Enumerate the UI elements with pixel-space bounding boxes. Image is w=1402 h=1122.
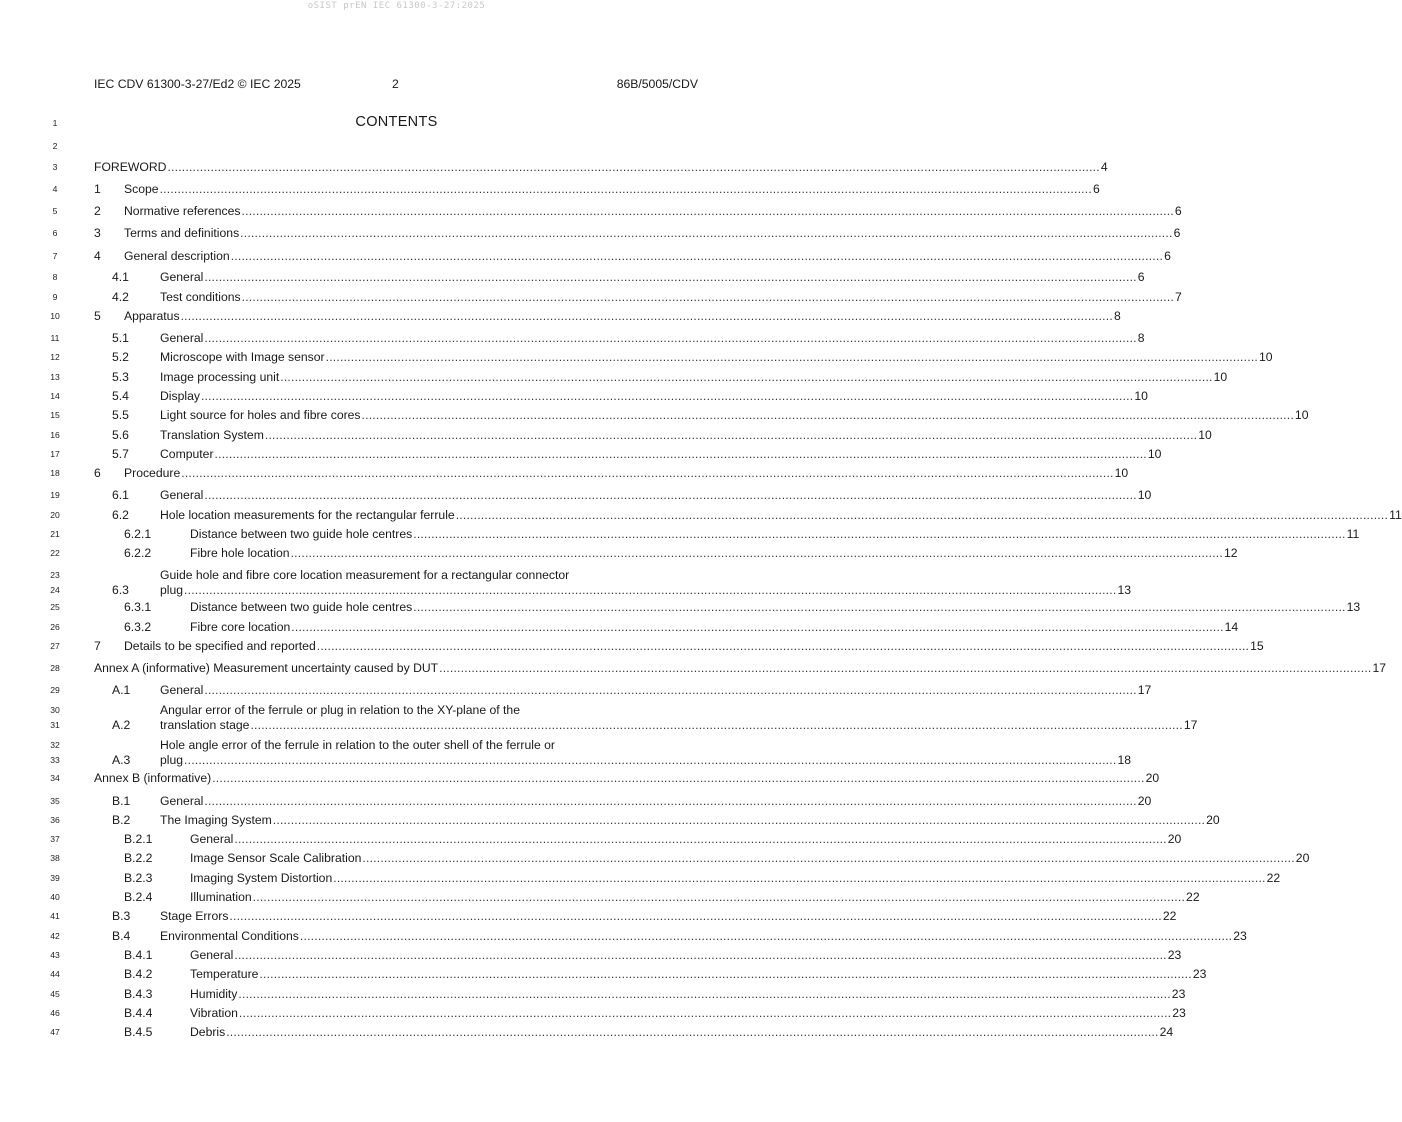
toc-dot-leader: .................................................................................................................................................................................................................................................................... bbox=[229, 909, 1162, 923]
toc-entry-number: 6.3 bbox=[112, 583, 129, 597]
line-number: 22 bbox=[50, 548, 60, 558]
toc-entry-title: translation stage bbox=[160, 718, 250, 732]
toc-entry[interactable] bbox=[94, 619, 1239, 635]
toc-entry[interactable] bbox=[94, 947, 1182, 963]
toc-dot-leader: .................................................................................................................................................................................................................................................................... bbox=[250, 718, 1183, 732]
toc-entry-page: 23 bbox=[1171, 987, 1186, 1001]
toc-entry-page: 10 bbox=[1294, 408, 1309, 422]
toc-entry-number: 4.2 bbox=[112, 290, 129, 304]
toc-entry-title: General bbox=[160, 794, 204, 808]
line-number: 24 bbox=[50, 585, 60, 595]
toc-entry-page: 13 bbox=[1346, 600, 1361, 614]
toc-entry-number: B.2.1 bbox=[124, 832, 153, 846]
toc-entry-number: 5.4 bbox=[112, 389, 129, 403]
toc-entry-title: Stage Errors bbox=[160, 909, 229, 923]
toc-entry-title: Imaging System Distortion bbox=[190, 871, 333, 885]
toc-entry-number: 2 bbox=[94, 204, 101, 218]
line-number: 38 bbox=[50, 853, 60, 863]
toc-dot-leader: .................................................................................................................................................................................................................................................................... bbox=[159, 182, 1092, 196]
line-number: 8 bbox=[52, 272, 58, 282]
toc-entry-page: 10 bbox=[1213, 370, 1228, 384]
toc-entry-title: Debris bbox=[190, 1025, 226, 1039]
toc-entry-title: Scope bbox=[124, 182, 159, 196]
toc-dot-leader: .................................................................................................................................................................................................................................................................... bbox=[180, 309, 1113, 323]
toc-entry-number: 6.2.2 bbox=[124, 546, 152, 560]
toc-entry-page: 20 bbox=[1206, 813, 1220, 827]
toc-entry-title-line1: Angular error of the ferrule or plug in relation to the XY-plane of the bbox=[160, 703, 520, 717]
line-number: 29 bbox=[50, 685, 60, 695]
line-number: 28 bbox=[50, 663, 60, 673]
toc-entry-title: General bbox=[190, 832, 234, 846]
toc-dot-leader: .................................................................................................................................................................................................................................................................... bbox=[181, 466, 1114, 480]
line-number: 2 bbox=[52, 141, 58, 151]
header-document-id: IEC CDV 61300-3-27/Ed2 © IEC 2025 bbox=[94, 77, 301, 91]
line-number: 17 bbox=[50, 449, 60, 459]
toc-entry[interactable] bbox=[94, 889, 1200, 905]
line-number: 23 bbox=[50, 570, 60, 580]
line-number: 7 bbox=[52, 251, 58, 261]
toc-entry[interactable] bbox=[94, 407, 1309, 423]
toc-entry-number: B.4 bbox=[112, 929, 131, 943]
toc-entry[interactable] bbox=[94, 545, 1238, 561]
toc-entry-number: 4 bbox=[94, 249, 101, 263]
toc-entry-page: 20 bbox=[1167, 832, 1182, 846]
line-number: 16 bbox=[50, 430, 60, 440]
toc-dot-leader: .................................................................................................................................................................................................................................................................... bbox=[272, 813, 1206, 827]
toc-entry-number: 5.3 bbox=[112, 370, 129, 384]
toc-entry-title: Image processing unit bbox=[160, 370, 280, 384]
toc-entry[interactable] bbox=[94, 793, 1152, 809]
line-number: 35 bbox=[50, 796, 60, 806]
toc-entry[interactable] bbox=[94, 870, 1281, 886]
line-number: 42 bbox=[50, 931, 60, 941]
toc-entry-page: 17 bbox=[1137, 683, 1152, 697]
toc-entry[interactable] bbox=[94, 349, 1273, 365]
toc-dot-leader: .................................................................................................................................................................................................................................................................... bbox=[299, 929, 1233, 943]
toc-entry[interactable] bbox=[94, 1024, 1174, 1040]
toc-dot-leader: .................................................................................................................................................................................................................................................................... bbox=[413, 527, 1346, 541]
toc-dot-leader: .................................................................................................................................................................................................................................................................... bbox=[230, 249, 1164, 263]
line-number: 15 bbox=[50, 410, 60, 420]
toc-entry-page: 10 bbox=[1134, 389, 1148, 403]
toc-entry-page: 4 bbox=[1100, 160, 1108, 174]
toc-entry-number: B.4.3 bbox=[124, 987, 153, 1001]
toc-entry-page: 11 bbox=[1389, 508, 1402, 522]
toc-entry-page: 23 bbox=[1233, 929, 1247, 943]
toc-entry-page: 6 bbox=[1092, 182, 1100, 196]
line-number: 6 bbox=[52, 228, 58, 238]
line-number: 31 bbox=[50, 720, 60, 730]
toc-entry-page: 12 bbox=[1223, 546, 1238, 560]
toc-entry-title: General bbox=[160, 683, 204, 697]
toc-dot-leader: .................................................................................................................................................................................................................................................................... bbox=[204, 794, 1137, 808]
toc-entry-number: A.2 bbox=[112, 718, 131, 732]
watermark: oSIST prEN IEC 61300-3-27:2025 bbox=[307, 1, 486, 11]
toc-entry-number: B.4.2 bbox=[124, 967, 153, 981]
toc-dot-leader: .................................................................................................................................................................................................................................................................... bbox=[291, 620, 1224, 634]
toc-entry[interactable] bbox=[94, 1005, 1186, 1021]
toc-entry-title: Computer bbox=[160, 447, 214, 461]
line-number: 1 bbox=[52, 118, 58, 128]
line-number: 41 bbox=[50, 911, 60, 921]
toc-entry-number: A.1 bbox=[112, 683, 131, 697]
toc-entry-number: 6.2.1 bbox=[124, 527, 152, 541]
toc-dot-leader: .................................................................................................................................................................................................................................................................... bbox=[238, 1006, 1172, 1020]
toc-entry-page: 15 bbox=[1250, 639, 1264, 653]
toc-entry-title: Apparatus bbox=[124, 309, 180, 323]
line-number: 3 bbox=[52, 162, 58, 172]
toc-entry-title: General bbox=[160, 331, 204, 345]
toc-entry-title: Distance between two guide hole centres bbox=[190, 527, 413, 541]
toc-entry-number: B.2 bbox=[112, 813, 131, 827]
toc-entry-title: FOREWORD bbox=[94, 160, 167, 174]
line-number: 25 bbox=[50, 602, 60, 612]
toc-entry-page: 6 bbox=[1173, 226, 1181, 240]
toc-entry-number: 3 bbox=[94, 226, 101, 240]
toc-entry-number: 7 bbox=[94, 639, 101, 653]
toc-dot-leader: .................................................................................................................................................................................................................................................................... bbox=[333, 871, 1266, 885]
line-number: 27 bbox=[50, 641, 60, 651]
toc-entry-title: General bbox=[190, 948, 234, 962]
toc-entry-title: plug bbox=[160, 583, 184, 597]
toc-entry-title: Image Sensor Scale Calibration bbox=[190, 851, 362, 865]
toc-entry-page: 10 bbox=[1137, 488, 1152, 502]
toc-dot-leader: .................................................................................................................................................................................................................................................................... bbox=[226, 1025, 1159, 1039]
toc-entry-title: General bbox=[160, 488, 204, 502]
header-page-number: 2 bbox=[392, 77, 399, 91]
toc-entry-number: 5.7 bbox=[112, 447, 129, 461]
toc-dot-leader: .................................................................................................................................................................................................................................................................... bbox=[413, 600, 1346, 614]
toc-entry-page: 10 bbox=[1259, 350, 1273, 364]
toc-entry-page: 6 bbox=[1164, 249, 1171, 263]
toc-entry[interactable] bbox=[94, 369, 1228, 385]
toc-entry[interactable] bbox=[94, 908, 1177, 924]
toc-entry-title: Annex B (informative) bbox=[94, 771, 212, 785]
toc-dot-leader: .................................................................................................................................................................................................................................................................... bbox=[325, 350, 1258, 364]
toc-dot-leader: .................................................................................................................................................................................................................................................................... bbox=[204, 270, 1137, 284]
line-number: 13 bbox=[50, 372, 60, 382]
toc-entry[interactable] bbox=[94, 986, 1186, 1002]
toc-dot-leader: .................................................................................................................................................................................................................................................................... bbox=[234, 948, 1167, 962]
toc-entry-number: 6.1 bbox=[112, 488, 129, 502]
line-number: 12 bbox=[50, 352, 60, 362]
toc-entry-number: 5 bbox=[94, 309, 101, 323]
toc-entry-page: 20 bbox=[1295, 851, 1310, 865]
toc-dot-leader: .................................................................................................................................................................................................................................................................... bbox=[280, 370, 1213, 384]
toc-entry-page: 11 bbox=[1346, 527, 1360, 541]
toc-dot-leader: .................................................................................................................................................................................................................................................................... bbox=[200, 389, 1134, 403]
contents-title: CONTENTS bbox=[355, 114, 438, 130]
toc-entry[interactable] bbox=[94, 738, 1131, 768]
toc-entry-page: 23 bbox=[1192, 967, 1207, 981]
toc-entry-title-line1: Guide hole and fibre core location measurement for a rectangular connector bbox=[160, 568, 570, 582]
toc-entry[interactable] bbox=[94, 225, 1181, 241]
line-number: 10 bbox=[50, 311, 60, 321]
toc-entry-page: 17 bbox=[1372, 661, 1387, 675]
line-number: 37 bbox=[50, 834, 60, 844]
toc-entry-title: Terms and definitions bbox=[124, 226, 240, 240]
toc-entry[interactable] bbox=[94, 248, 1171, 264]
toc-entry[interactable] bbox=[94, 928, 1247, 944]
toc-dot-leader: .................................................................................................................................................................................................................................................................... bbox=[362, 851, 1295, 865]
toc-entry[interactable] bbox=[94, 638, 1264, 654]
toc-entry[interactable] bbox=[94, 812, 1220, 828]
toc-entry-number: 5.5 bbox=[112, 408, 129, 422]
line-number: 21 bbox=[50, 529, 60, 539]
toc-entry[interactable] bbox=[94, 388, 1148, 404]
line-number: 26 bbox=[50, 622, 60, 632]
line-number: 46 bbox=[50, 1008, 60, 1018]
toc-entry-page: 6 bbox=[1174, 204, 1182, 218]
toc-entry-title: Environmental Conditions bbox=[160, 929, 299, 943]
toc-entry-title: Temperature bbox=[190, 967, 259, 981]
toc-entry-number: 5.6 bbox=[112, 428, 129, 442]
line-number: 43 bbox=[50, 950, 60, 960]
toc-entry-number: B.3 bbox=[112, 909, 131, 923]
toc-entry[interactable] bbox=[94, 330, 1145, 346]
toc-entry[interactable] bbox=[94, 770, 1160, 786]
line-number: 11 bbox=[50, 333, 60, 343]
line-number: 32 bbox=[50, 740, 60, 750]
toc-entry-page: 20 bbox=[1145, 771, 1160, 785]
toc-dot-leader: .................................................................................................................................................................................................................................................................... bbox=[439, 661, 1372, 675]
toc-entry-title: The Imaging System bbox=[160, 813, 272, 827]
toc-entry-number: 6.2 bbox=[112, 508, 129, 522]
toc-entry[interactable] bbox=[94, 465, 1129, 481]
toc-entry-title: Translation System bbox=[160, 428, 264, 442]
line-number: 44 bbox=[50, 969, 60, 979]
toc-dot-leader: .................................................................................................................................................................................................................................................................... bbox=[238, 987, 1171, 1001]
toc-entry-number: 4.1 bbox=[112, 270, 129, 284]
toc-entry-page: 6 bbox=[1137, 270, 1145, 284]
toc-dot-leader: .................................................................................................................................................................................................................................................................... bbox=[361, 408, 1294, 422]
toc-entry[interactable] bbox=[94, 660, 1387, 676]
line-number: 45 bbox=[50, 989, 60, 999]
toc-entry-number: 5.2 bbox=[112, 350, 129, 364]
toc-entry[interactable] bbox=[94, 181, 1100, 197]
toc-entry-title: Display bbox=[160, 389, 200, 403]
toc-entry-title: Normative references bbox=[124, 204, 241, 218]
toc-entry-number: 5.1 bbox=[112, 331, 129, 345]
header-reference: 86B/5005/CDV bbox=[616, 77, 698, 91]
toc-entry-title-line1: Hole angle error of the ferrule in relation to the outer shell of the ferrule or bbox=[160, 738, 555, 752]
line-number: 39 bbox=[50, 873, 60, 883]
line-number: 36 bbox=[50, 815, 60, 825]
toc-entry[interactable] bbox=[94, 526, 1360, 542]
toc-entry[interactable] bbox=[94, 159, 1108, 175]
toc-dot-leader: .................................................................................................................................................................................................................................................................... bbox=[316, 639, 1250, 653]
toc-entry-number: B.4.5 bbox=[124, 1025, 153, 1039]
toc-entry-title: Illumination bbox=[190, 890, 252, 904]
toc-entry-page: 10 bbox=[1198, 428, 1212, 442]
toc-entry-page: 22 bbox=[1162, 909, 1177, 923]
toc-dot-leader: .................................................................................................................................................................................................................................................................... bbox=[264, 428, 1198, 442]
toc-entry-number: A.3 bbox=[112, 753, 131, 767]
toc-entry-page: 17 bbox=[1183, 718, 1198, 732]
toc-entry-number: B.4.4 bbox=[124, 1006, 153, 1020]
toc-dot-leader: .................................................................................................................................................................................................................................................................... bbox=[290, 546, 1223, 560]
toc-entry-title: Fibre hole location bbox=[190, 546, 290, 560]
toc-entry-title: Light source for holes and fibre cores bbox=[160, 408, 361, 422]
toc-entry[interactable] bbox=[94, 568, 1131, 598]
line-number: 30 bbox=[50, 705, 60, 715]
toc-entry[interactable] bbox=[94, 703, 1198, 733]
toc-entry-page: 22 bbox=[1186, 890, 1200, 904]
toc-entry[interactable] bbox=[94, 599, 1361, 615]
toc-entry-page: 23 bbox=[1172, 1006, 1186, 1020]
toc-entry-page: 13 bbox=[1117, 583, 1131, 597]
line-number: 19 bbox=[50, 490, 60, 500]
toc-entry[interactable] bbox=[94, 507, 1402, 523]
toc-entry-title: General bbox=[160, 270, 204, 284]
toc-entry[interactable] bbox=[94, 427, 1212, 443]
line-number: 14 bbox=[50, 391, 60, 401]
toc-entry-number: B.2.4 bbox=[124, 890, 153, 904]
toc-entry[interactable] bbox=[94, 269, 1145, 285]
toc-entry-page: 22 bbox=[1266, 871, 1281, 885]
toc-entry-title: Annex A (informative) Measurement uncertainty caused by DUT bbox=[94, 661, 439, 675]
toc-entry[interactable] bbox=[94, 850, 1310, 866]
toc-dot-leader: .................................................................................................................................................................................................................................................................... bbox=[455, 508, 1389, 522]
toc-entry-title: Fibre core location bbox=[190, 620, 291, 634]
toc-dot-leader: .................................................................................................................................................................................................................................................................... bbox=[234, 832, 1167, 846]
line-number: 4 bbox=[52, 184, 58, 194]
toc-entry-title: Test conditions bbox=[160, 290, 241, 304]
toc-entry[interactable] bbox=[94, 966, 1207, 982]
toc-entry-number: B.4.1 bbox=[124, 948, 153, 962]
toc-dot-leader: .................................................................................................................................................................................................................................................................... bbox=[167, 160, 1100, 174]
toc-entry-title: Distance between two guide hole centres bbox=[190, 600, 413, 614]
toc-entry-page: 7 bbox=[1175, 290, 1182, 304]
toc-entry-page: 10 bbox=[1114, 466, 1129, 480]
toc-entry-page: 8 bbox=[1113, 309, 1121, 323]
line-number: 33 bbox=[50, 755, 60, 765]
toc-entry-title: plug bbox=[160, 753, 184, 767]
toc-dot-leader: .................................................................................................................................................................................................................................................................... bbox=[184, 753, 1117, 767]
toc-entry-page: 23 bbox=[1167, 948, 1182, 962]
line-number: 40 bbox=[50, 892, 60, 902]
toc-entry-number: 6.3.2 bbox=[124, 620, 152, 634]
line-number: 5 bbox=[52, 206, 58, 216]
line-number: 9 bbox=[52, 292, 58, 302]
toc-dot-leader: .................................................................................................................................................................................................................................................................... bbox=[259, 967, 1192, 981]
toc-entry-number: 6.3.1 bbox=[124, 600, 152, 614]
toc-entry-number: B.2.2 bbox=[124, 851, 153, 865]
toc-entry[interactable] bbox=[94, 289, 1182, 305]
toc-entry-page: 8 bbox=[1137, 331, 1145, 345]
toc-entry-page: 20 bbox=[1137, 794, 1152, 808]
toc-entry-title: Microscope with Image sensor bbox=[160, 350, 325, 364]
toc-entry-title: General description bbox=[124, 249, 230, 263]
toc-entry-number: 6 bbox=[94, 466, 101, 480]
toc-dot-leader: .................................................................................................................................................................................................................................................................... bbox=[241, 290, 1175, 304]
toc-dot-leader: .................................................................................................................................................................................................................................................................... bbox=[252, 890, 1186, 904]
toc-dot-leader: .................................................................................................................................................................................................................................................................... bbox=[214, 447, 1147, 461]
toc-entry-title: Hole location measurements for the rectangular ferrule bbox=[160, 508, 455, 522]
toc-dot-leader: .................................................................................................................................................................................................................................................................... bbox=[212, 771, 1145, 785]
line-number: 20 bbox=[50, 510, 60, 520]
line-number: 34 bbox=[50, 773, 60, 783]
toc-dot-leader: .................................................................................................................................................................................................................................................................... bbox=[204, 683, 1137, 697]
toc-entry-number: 1 bbox=[94, 182, 101, 196]
toc-entry[interactable] bbox=[94, 487, 1152, 503]
toc-entry[interactable] bbox=[94, 446, 1162, 462]
toc-dot-leader: .................................................................................................................................................................................................................................................................... bbox=[204, 331, 1137, 345]
toc-entry[interactable] bbox=[94, 831, 1182, 847]
toc-dot-leader: .................................................................................................................................................................................................................................................................... bbox=[241, 204, 1174, 218]
toc-dot-leader: .................................................................................................................................................................................................................................................................... bbox=[240, 226, 1173, 240]
toc-entry-title: Procedure bbox=[124, 466, 181, 480]
toc-entry-page: 24 bbox=[1159, 1025, 1174, 1039]
toc-dot-leader: .................................................................................................................................................................................................................................................................... bbox=[204, 488, 1137, 502]
toc-entry[interactable] bbox=[94, 203, 1182, 219]
toc-entry[interactable] bbox=[94, 682, 1152, 698]
toc-entry[interactable] bbox=[94, 308, 1121, 324]
line-number: 47 bbox=[50, 1027, 60, 1037]
toc-entry-title: Vibration bbox=[190, 1006, 238, 1020]
toc-entry-page: 18 bbox=[1117, 753, 1131, 767]
toc-entry-page: 10 bbox=[1147, 447, 1162, 461]
toc-entry-title: Details to be specified and reported bbox=[124, 639, 316, 653]
toc-dot-leader: .................................................................................................................................................................................................................................................................... bbox=[184, 583, 1117, 597]
toc-entry-number: B.1 bbox=[112, 794, 131, 808]
toc-entry-number: B.2.3 bbox=[124, 871, 153, 885]
toc-entry-page: 14 bbox=[1224, 620, 1239, 634]
toc-entry-title: Humidity bbox=[190, 987, 238, 1001]
line-number: 18 bbox=[50, 468, 60, 478]
